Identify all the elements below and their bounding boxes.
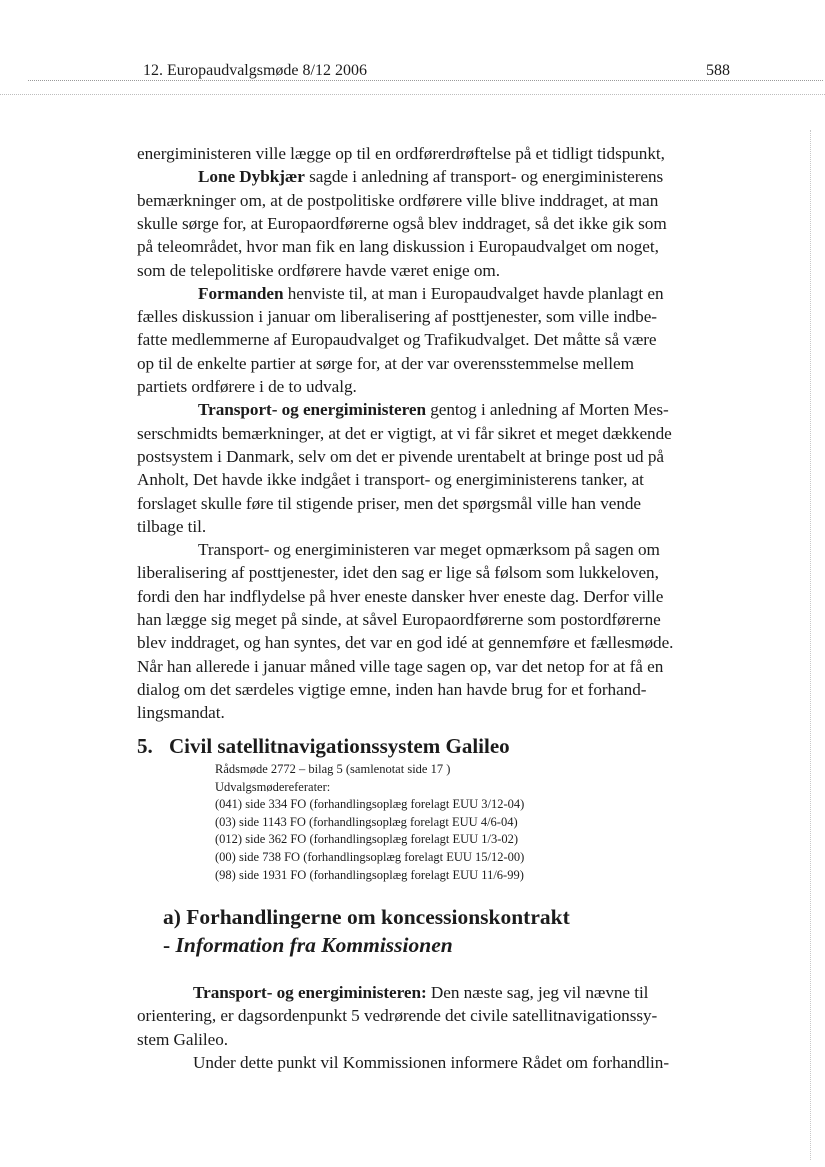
- line-text: fatte medlemmerne af Europaudvalget og Trafikudvalget. Det måtte så være: [137, 330, 657, 350]
- line-text: blev inddraget, og han syntes, det var en god idé at gennemføre et fællesmøde.: [137, 633, 674, 653]
- minutes-ref: (00) side 738 FO (forhandlingsoplæg forelagt EUU 15/12-00): [215, 850, 525, 864]
- line-text: lingsmandat.: [137, 703, 225, 723]
- page-number: 588: [706, 62, 730, 79]
- text-line: [137, 330, 657, 350]
- text-line: [137, 447, 664, 467]
- subsection-subtitle: Information fra Kommissionen: [175, 933, 453, 957]
- text-line: [137, 354, 634, 374]
- text-line: [137, 703, 225, 723]
- line-text: op til de enkelte partier at sørge for, at der var overensstemmelse mellem: [137, 353, 634, 373]
- text-line: [137, 424, 672, 444]
- line-text: dialog om det særdeles vigtige emne, inden han havde brug for et forhand-: [137, 679, 647, 699]
- speaker-name: Formanden: [198, 283, 284, 303]
- line-text: forslaget skulle føre til stigende priser, men det spørgsmål ville han vende: [137, 493, 642, 513]
- line-text: liberalisering af posttjenester, idet den sag er lige så følsom som lukkeloven,: [137, 563, 659, 583]
- text-line: [137, 494, 641, 514]
- minutes-ref: (98) side 1931 FO (forhandlingsoplæg forelagt EUU 11/6-99): [215, 867, 524, 882]
- subsection-title: a) Forhandlingerne om koncessionskontrakt: [163, 905, 570, 929]
- text-line: [137, 633, 673, 653]
- line-text: skulle sørge for, at Europaordførerne også blev inddraget, så det ikke gik som: [137, 213, 667, 233]
- line-text: han lægge sig meget på sinde, at såvel Europaordførerne som postordførerne: [137, 610, 661, 629]
- committee-minutes-label: Udvalgsmødereferater:: [215, 779, 331, 794]
- line-text: partiets ordførere i de to udvalg.: [137, 377, 357, 396]
- line-text: fælles diskussion i januar om liberalisering af posttjenester, som ville indbe-: [137, 307, 657, 327]
- line-text: orientering, er dagsordenpunkt 5 vedrørende det civile satellitnavigationssy-: [137, 1006, 658, 1026]
- scan-edge: [810, 130, 811, 1160]
- line-text: energiministeren ville lægge op til en ordførerdrøftelse på et tidligt tidspunkt,: [137, 144, 665, 163]
- line-text: postsystem i Danmark, selv om det er pivende urentabelt at bringe post ud på: [137, 446, 664, 466]
- text-line: [137, 261, 500, 281]
- line-text: serschmidts bemærkninger, at det er vigtigt, at vi får sikret et meget dækkende: [137, 423, 672, 443]
- text-line: [137, 144, 665, 164]
- text-line: [198, 540, 660, 560]
- subtitle-dash: -: [163, 933, 176, 957]
- header-title: 12. Europaudvalgsmøde 8/12 2006: [143, 62, 367, 79]
- line-text: stem Galileo.: [137, 1029, 228, 1049]
- section-title: Civil satellitnavigationssystem Galileo: [169, 734, 510, 758]
- text-line: [137, 680, 646, 700]
- text-line: [193, 1053, 669, 1073]
- text-line: [137, 1006, 657, 1026]
- speaker-name: Transport- og energiministeren: [198, 400, 426, 420]
- minutes-ref: (012) side 362 FO (forhandlingsoplæg forelagt EUU 1/3-02): [215, 832, 519, 847]
- section-number: 5.: [137, 734, 153, 758]
- text-line: [137, 1030, 228, 1050]
- line-text: fordi den har indflydelse på hver eneste dansker hver eneste dag. Derfor ville: [137, 586, 664, 606]
- text-line: [137, 610, 661, 630]
- line-text: Anholt, Det havde ikke indgået i transport- og energiministerens tanker, at: [137, 470, 644, 490]
- council-meeting-ref: Rådsmøde 2772 – bilag 5 (samlenotat side 17 ): [215, 762, 451, 776]
- minutes-ref: (03) side 1143 FO (forhandlingsoplæg forelagt EUU 4/6-04): [215, 814, 518, 829]
- header-rule-lower: [0, 94, 825, 95]
- line-text: sagde i anledning af transport- og energiministerens: [304, 167, 664, 187]
- text-line: [137, 657, 663, 677]
- text-line: [137, 377, 357, 397]
- text-line: [137, 517, 206, 537]
- speaker-name: Lone Dybkjær: [198, 167, 305, 187]
- speaker-name: Transport- og energiministeren:: [193, 983, 427, 1002]
- text-line: [193, 983, 648, 1003]
- text-line: [137, 587, 663, 607]
- line-text: på teleområdet, hvor man fik en lang diskussion i Europaudvalget om noget,: [137, 237, 659, 257]
- line-text: henviste til, at man i Europaudvalget havde planlagt en: [283, 283, 664, 303]
- line-text: Når han allerede i januar måned ville tage sagen op, var det netop for at få en: [137, 656, 664, 676]
- line-text: tilbage til.: [137, 516, 207, 536]
- line-text: bemærkninger om, at de postpolitiske ordførere ville blive inddraget, at man: [137, 190, 659, 210]
- line-text: som de telepolitiske ordførere havde været enige om.: [137, 260, 500, 280]
- line-text: gentog i anledning af Morten Mes-: [425, 400, 669, 420]
- text-line: [137, 563, 659, 583]
- text-line: [137, 470, 644, 490]
- minutes-ref: (041) side 334 FO (forhandlingsoplæg forelagt EUU 3/12-04): [215, 797, 525, 812]
- text-line: [137, 214, 667, 234]
- header-dotted-rule: [28, 80, 823, 81]
- line-text: Under dette punkt vil Kommissionen informere Rådet om forhandlin-: [193, 1052, 669, 1072]
- text-line: [137, 191, 658, 211]
- text-line: [137, 307, 657, 327]
- text-line: [198, 284, 663, 304]
- text-line: [198, 400, 669, 420]
- line-text: Transport- og energiministeren var meget opmærksom på sagen om: [198, 540, 660, 560]
- text-line: [137, 237, 659, 257]
- line-text: Den næste sag, jeg vil nævne til: [426, 983, 649, 1002]
- subsection-subtitle-line: [163, 933, 453, 958]
- text-line: [198, 167, 663, 187]
